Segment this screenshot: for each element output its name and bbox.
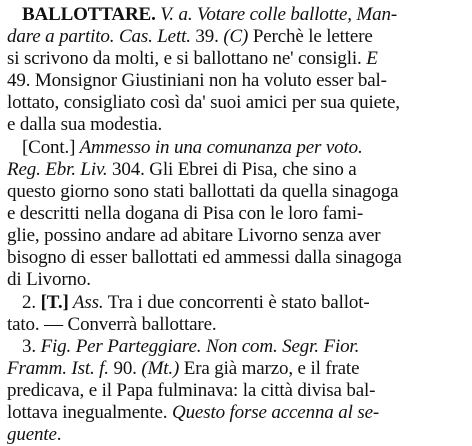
entry-line-1 [22, 4, 397, 26]
entry-line-9 [7, 181, 398, 203]
text-segment: Fig. Per Parteggiare. Non com. Segr. Fior. [40, 336, 360, 357]
text-segment: [Cont.] [22, 137, 76, 158]
entry-line-12 [7, 247, 402, 269]
text-segment: BALLOTTARE. [22, 4, 156, 25]
text-segment: E [366, 48, 378, 69]
entry-line-17 [7, 358, 359, 380]
text-segment: Ammesso in una comunanza per voto. [75, 137, 363, 158]
text-segment: bisogno di esser ballottati ed ammessi dalla sinagoga [7, 247, 402, 268]
text-segment: si scrivono da molti, e si ballottano ne' consigli. [7, 48, 367, 69]
text-segment: di Livorno. [7, 269, 91, 290]
text-segment: guente [7, 424, 57, 445]
text-segment: Framm. Ist. f. [7, 358, 109, 379]
text-segment: (Mt.) [141, 358, 180, 379]
text-segment: Era già marzo, e il frate [179, 358, 360, 379]
text-segment: Tra i due concorrenti è stato ballot- [103, 292, 370, 313]
entry-line-8 [7, 159, 357, 181]
text-segment: questo giorno sono stati ballottati da quella sinagoga [7, 181, 399, 202]
text-segment: tato. — Converrà ballottare. [7, 314, 217, 335]
text-segment: 39. [190, 26, 224, 47]
text-segment: 304. Gli Ebrei di Pisa, che sino a [107, 159, 357, 180]
text-segment: Perchè le lettere [248, 26, 373, 47]
entry-line-5 [7, 92, 400, 114]
text-segment: [T.] [40, 292, 69, 313]
text-segment: Reg. Ebr. Liv. [7, 159, 108, 180]
text-segment: 2. [22, 292, 41, 313]
text-segment: lottato, consigliato così da' suoi amici per sua quiete, [7, 92, 400, 113]
entry-line-13 [7, 269, 91, 291]
text-segment: (C) [223, 26, 249, 47]
entry-line-19 [7, 402, 379, 424]
entry-line-3 [7, 48, 378, 70]
text-segment: . [56, 424, 62, 445]
text-segment: e descritti nella dogana di Pisa con le loro fami- [7, 203, 364, 224]
entry-line-11 [7, 225, 380, 247]
entry-line-2 [7, 26, 373, 48]
text-segment: Ass. [68, 292, 104, 313]
text-segment: e dalla sua modestia. [7, 114, 163, 135]
entry-line-4 [7, 70, 387, 92]
entry-line-20 [7, 424, 61, 446]
entry-line-18 [7, 380, 375, 402]
entry-line-16 [22, 336, 359, 358]
text-segment: dare a partito. Cas. Lett. [7, 26, 191, 47]
entry-line-6 [7, 114, 162, 136]
text-segment: 90. [108, 358, 142, 379]
entry-line-7 [22, 137, 363, 159]
text-segment: lottava inegualmente. [7, 402, 173, 423]
entry-line-14 [22, 292, 370, 314]
text-segment: glie, possino andare ad abitare Livorno senza aver [7, 225, 381, 246]
text-segment: predicava, e il Papa fulminava: la città divisa bal- [7, 380, 376, 401]
entry-line-15 [7, 314, 216, 336]
text-segment: 3. [22, 336, 41, 357]
text-segment: Questo forse accenna al se- [172, 402, 380, 423]
text-segment: V. a. Votare colle ballotte, Man- [155, 4, 398, 25]
entry-line-10 [7, 203, 363, 225]
text-segment: 49. Monsignor Giustiniani non ha voluto esser bal- [7, 70, 387, 91]
